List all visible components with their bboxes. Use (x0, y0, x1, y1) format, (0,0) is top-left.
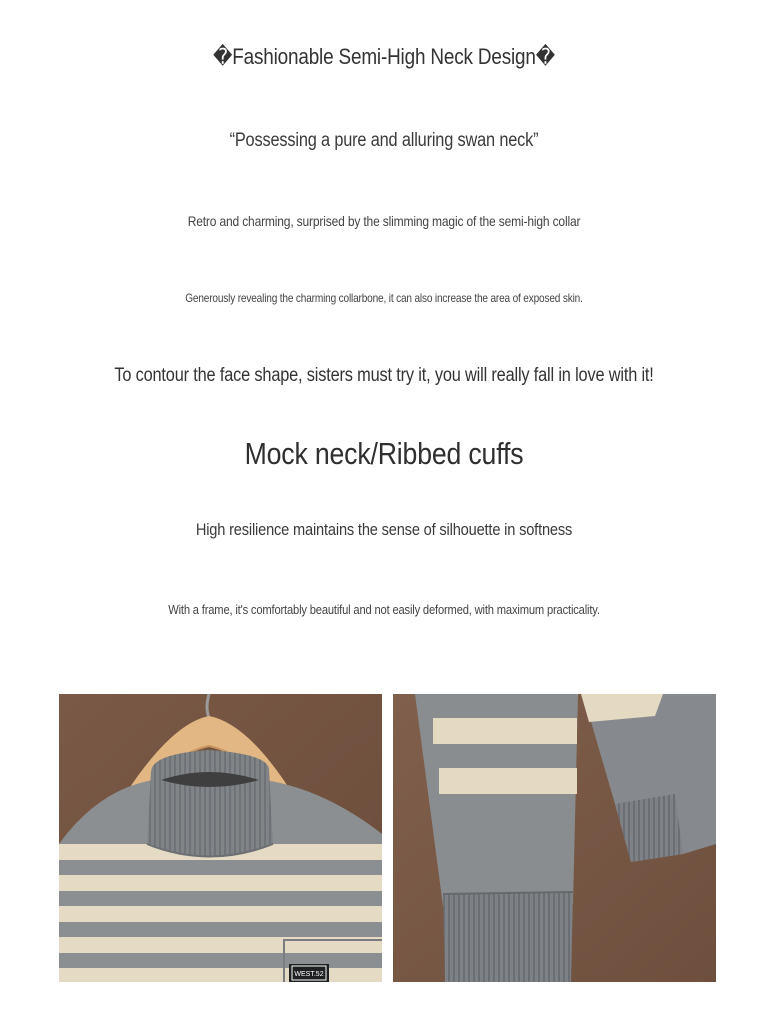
frame-text: With a frame, it's comfortably beautiful and not easily deformed, with maximum practicality. (168, 602, 600, 617)
mock-neck-photo (59, 694, 382, 982)
ribbed-cuff-photo (393, 694, 716, 982)
section-heading-mock-neck: Mock neck/Ribbed cuffs (244, 436, 524, 471)
resilience-text: High resilience maintains the sense of silhouette in softness (195, 520, 573, 539)
retro-collar-text: Retro and charming, surprised by the slimming magic of the semi-high collar (187, 213, 581, 229)
face-contour-text: To contour the face shape, sisters must try it, you will really fall in love with it! (114, 365, 654, 386)
section-heading-semi-high-neck: �Fashionable Semi-High Neck Design� (213, 44, 555, 69)
brand-label: WEST.52 (294, 971, 324, 978)
collarbone-text: Generously revealing the charming collarbone, it can also increase the area of exposed skin. (185, 291, 583, 305)
swan-neck-quote: “Possessing a pure and alluring swan neck” (229, 130, 539, 151)
